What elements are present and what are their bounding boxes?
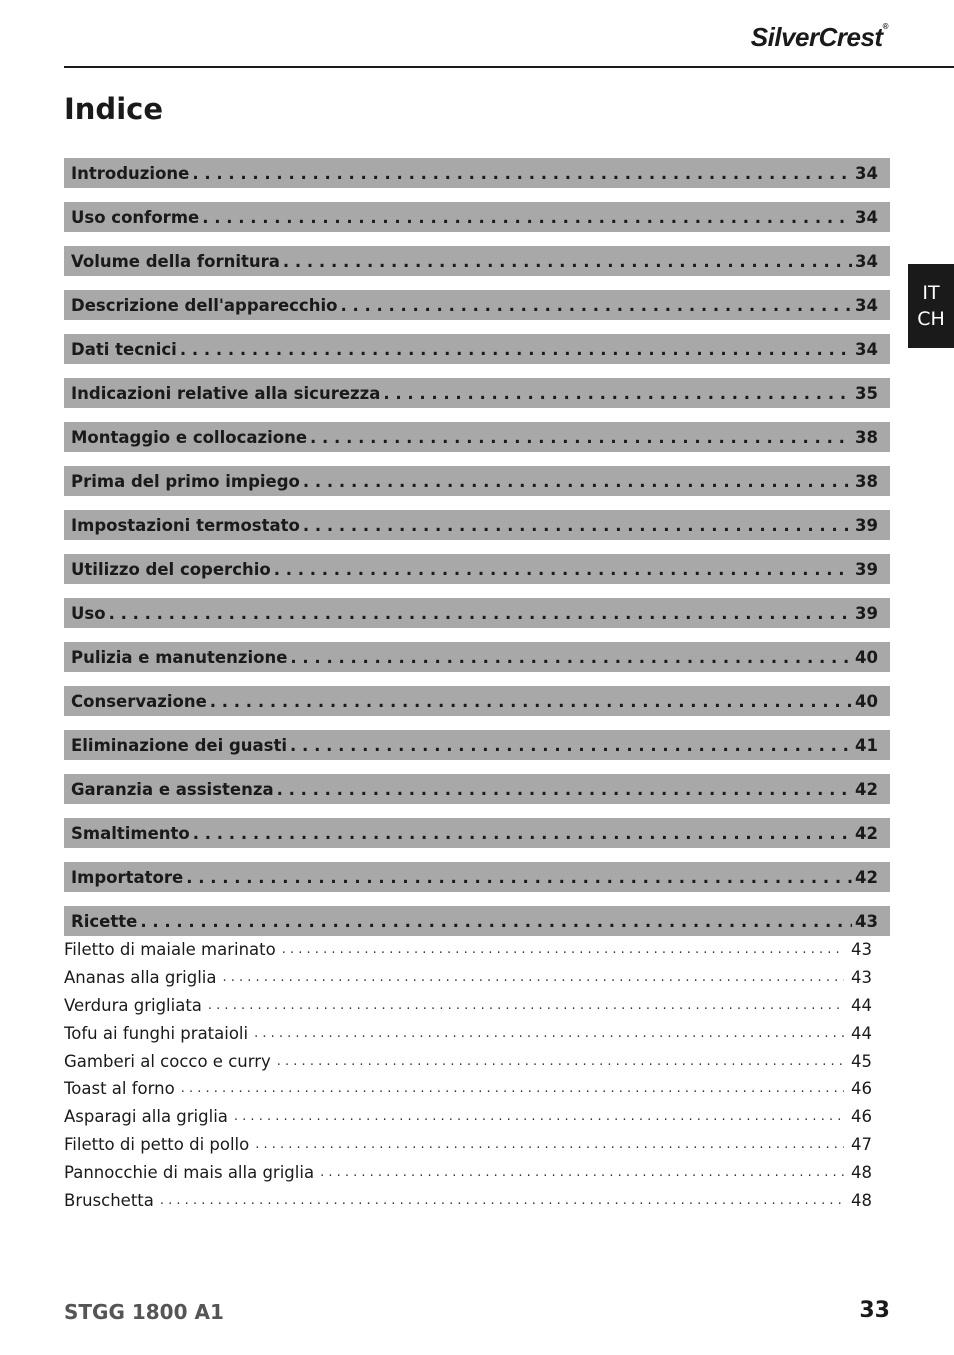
toc-entry-page: 34 [855, 251, 878, 271]
toc-dot-leader [277, 1054, 844, 1069]
toc-entry-label: Ananas alla griglia [64, 968, 217, 988]
toc-sub-entry[interactable] [64, 1019, 872, 1047]
toc-main-entry[interactable] [64, 730, 890, 760]
toc-entry-label: Uso conforme [71, 207, 200, 227]
toc-main-entry[interactable] [64, 510, 890, 540]
toc-main-entry[interactable] [64, 906, 890, 936]
toc-main-entry[interactable] [64, 466, 890, 496]
toc-dot-leader [223, 970, 845, 985]
toc-dot-leader [290, 736, 852, 755]
toc-main-entry[interactable] [64, 598, 890, 628]
toc-entry-page: 34 [855, 207, 878, 227]
toc-dot-leader [303, 472, 852, 491]
toc-main-entry[interactable] [64, 290, 890, 320]
toc-entry-label: Ricette [71, 911, 138, 931]
toc-dot-leader [202, 208, 852, 227]
toc-dot-leader [193, 824, 852, 843]
header-rule [64, 66, 954, 68]
toc-sub-entry[interactable] [64, 992, 872, 1020]
toc-entry-page: 43 [855, 911, 878, 931]
toc-entry-page: 41 [855, 735, 878, 755]
toc-dot-leader [320, 1165, 844, 1180]
toc-entry-page: 39 [855, 559, 878, 579]
toc-entry-page: 46 [851, 1107, 872, 1127]
toc-entry-label: Filetto di maiale marinato [64, 940, 276, 960]
toc-dot-leader [109, 604, 852, 623]
toc-dot-leader [254, 1026, 844, 1041]
toc-entry-page: 35 [855, 383, 878, 403]
toc-main-entry[interactable] [64, 862, 890, 892]
toc-main-entry[interactable] [64, 554, 890, 584]
toc-sub-entry[interactable] [64, 936, 872, 964]
toc-entry-page: 34 [855, 295, 878, 315]
toc-main-entry[interactable] [64, 422, 890, 452]
toc-dot-leader [274, 560, 852, 579]
toc-dot-leader [180, 340, 852, 359]
toc-entry-page: 34 [855, 163, 878, 183]
toc-entry-label: Importatore [71, 867, 184, 887]
footer-page-number: 33 [859, 1298, 890, 1323]
page-title: Indice [64, 92, 163, 126]
toc-entry-page: 44 [851, 995, 872, 1015]
toc-dot-leader [192, 164, 852, 183]
toc-entry-label: Introduzione [71, 163, 190, 183]
toc-dot-leader [383, 384, 852, 403]
toc-entry-label: Pulizia e manutenzione [71, 647, 288, 667]
toc-entry-label: Dati tecnici [71, 339, 177, 359]
toc-entry-page: 38 [855, 427, 878, 447]
language-code-it: IT [922, 282, 940, 304]
toc-entry-label: Tofu ai funghi prataioli [64, 1023, 249, 1043]
toc-entry-page: 43 [851, 968, 872, 988]
toc-sub-list [64, 936, 872, 1214]
toc-main-entry[interactable] [64, 686, 890, 716]
toc-dot-leader [210, 692, 852, 711]
toc-entry-page: 43 [851, 940, 872, 960]
toc-entry-label: Toast al forno [64, 1079, 175, 1099]
toc-entry-label: Volume della fornitura [71, 251, 280, 271]
language-code-ch: CH [917, 308, 945, 330]
toc-entry-page: 46 [851, 1079, 872, 1099]
toc-entry-page: 45 [851, 1051, 872, 1071]
brand-name: SilverCrest [750, 22, 883, 52]
toc-entry-label: Eliminazione dei guasti [71, 735, 288, 755]
toc-sub-entry[interactable] [64, 1158, 872, 1186]
toc-entry-label: Verdura grigliata [64, 995, 202, 1015]
toc-dot-leader [290, 648, 852, 667]
toc-entry-label: Filetto di petto di pollo [64, 1134, 250, 1154]
toc-sub-entry[interactable] [64, 1103, 872, 1131]
toc-dot-leader [208, 998, 844, 1013]
toc-entry-page: 39 [855, 515, 878, 535]
toc-entry-page: 48 [851, 1162, 872, 1182]
toc-sub-entry[interactable] [64, 1075, 872, 1103]
registered-mark: ® [882, 22, 888, 31]
toc-entry-page: 42 [855, 823, 878, 843]
toc-entry-label: Utilizzo del coperchio [71, 559, 271, 579]
toc-dot-leader [181, 1081, 844, 1096]
toc-dot-leader [140, 912, 852, 931]
toc-dot-leader [310, 428, 852, 447]
toc-main-entry[interactable] [64, 334, 890, 364]
toc-entry-label: Gamberi al cocco e curry [64, 1051, 271, 1071]
toc-entry-page: 42 [855, 867, 878, 887]
toc-entry-label: Prima del primo impiego [71, 471, 300, 491]
toc-entry-page: 39 [855, 603, 878, 623]
toc-main-entry[interactable] [64, 202, 890, 232]
toc-dot-leader [282, 942, 844, 957]
toc-dot-leader [303, 516, 852, 535]
toc-entry-page: 38 [855, 471, 878, 491]
toc-dot-leader [186, 868, 852, 887]
toc-main-entry[interactable] [64, 642, 890, 672]
toc-dot-leader [255, 1137, 844, 1152]
toc-entry-page: 40 [855, 691, 878, 711]
toc-entry-label: Conservazione [71, 691, 207, 711]
toc-main-entry[interactable] [64, 246, 890, 276]
toc-sub-entry[interactable] [64, 1186, 872, 1214]
toc-main-entry[interactable] [64, 378, 890, 408]
toc-dot-leader [160, 1193, 844, 1208]
toc-entry-page: 40 [855, 647, 878, 667]
toc-entry-label: Descrizione dell'apparecchio [71, 295, 338, 315]
toc-main-entry[interactable] [64, 158, 890, 188]
toc-entry-page: 44 [851, 1023, 872, 1043]
toc-main-entry[interactable] [64, 818, 890, 848]
toc-dot-leader [283, 252, 852, 271]
toc-entry-label: Impostazioni termostato [71, 515, 300, 535]
toc-dot-leader [340, 296, 852, 315]
brand-logo [751, 22, 888, 53]
toc-main-list [64, 158, 890, 950]
language-tab [908, 264, 954, 348]
toc-sub-entry[interactable] [64, 964, 872, 992]
toc-entry-label: Montaggio e collocazione [71, 427, 308, 447]
toc-entry-label: Garanzia e assistenza [71, 779, 274, 799]
toc-entry-label: Pannocchie di mais alla griglia [64, 1162, 315, 1182]
toc-entry-page: 34 [855, 339, 878, 359]
toc-entry-label: Smaltimento [71, 823, 190, 843]
toc-sub-entry[interactable] [64, 1131, 872, 1159]
toc-entry-page: 42 [855, 779, 878, 799]
toc-main-entry[interactable] [64, 774, 890, 804]
toc-dot-leader [277, 780, 852, 799]
toc-entry-label: Bruschetta [64, 1190, 154, 1210]
toc-dot-leader [234, 1109, 844, 1124]
toc-entry-page: 47 [851, 1134, 872, 1154]
toc-sub-entry[interactable] [64, 1047, 872, 1075]
footer-model: STGG 1800 A1 [64, 1300, 224, 1324]
toc-entry-label: Indicazioni relative alla sicurezza [71, 383, 381, 403]
toc-entry-label: Asparagi alla griglia [64, 1107, 228, 1127]
toc-entry-page: 48 [851, 1190, 872, 1210]
toc-entry-label: Uso [71, 603, 106, 623]
